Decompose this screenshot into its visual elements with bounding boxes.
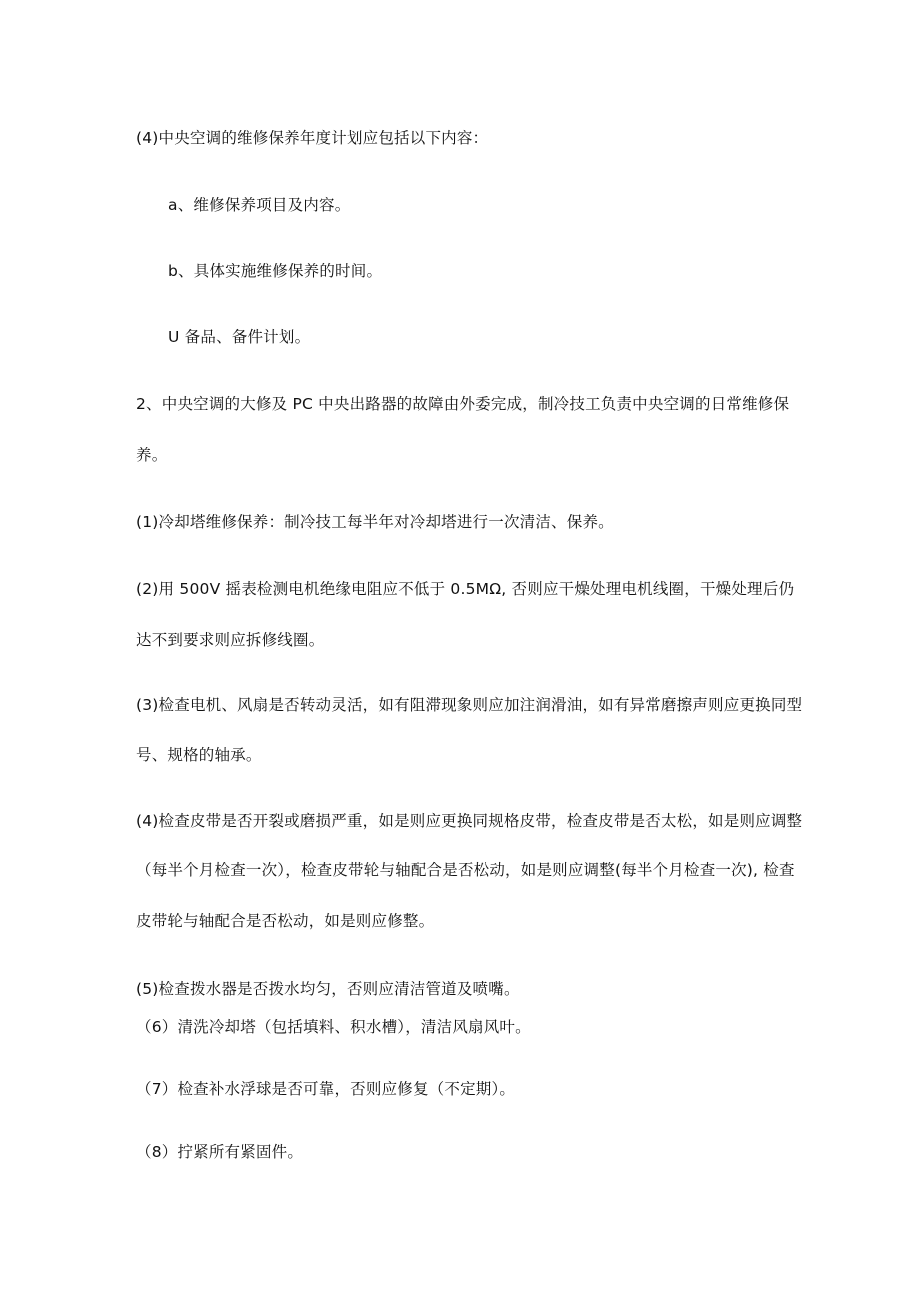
- item4-line1: (4)检查皮带是否开裂或磨损严重，如是则应更换同规格皮带，检查皮带是否太松，如是则应调整: [136, 812, 803, 830]
- item4-line3: 皮带轮与轴配合是否松动，如是则应修整。: [136, 912, 435, 930]
- item2-line1: (2)用 500V 摇表检测电机绝缘电阻应不低于 0.5MΩ, 否则应干燥处理电机线圈，干燥处理后仍: [136, 580, 795, 598]
- item7-paragraph: （7）检查补水浮球是否可靠，否则应修复（不定期）。: [136, 1080, 516, 1098]
- item4-sub-a: a、维修保养项目及内容。: [168, 196, 351, 214]
- section2-line2: 养。: [136, 446, 168, 464]
- item5-paragraph: (5)检查拨水器是否拨水均匀，否则应清洁管道及喷嘴。: [136, 980, 520, 998]
- item3-line1: (3)检查电机、风扇是否转动灵活，如有阻滞现象则应加注润滑油，如有异常磨擦声则应更换同型: [136, 696, 803, 714]
- item6-paragraph: （6）清洗冷却塔（包括填料、积水槽），清洁风扇风叶。: [136, 1018, 531, 1036]
- item3-line2: 号、规格的轴承。: [136, 746, 262, 764]
- item8-paragraph: （8）拧紧所有紧固件。: [136, 1143, 304, 1161]
- item4-sub-b: b、具体实施维修保养的时间。: [168, 262, 383, 280]
- item4-heading: (4)中央空调的维修保养年度计划应包括以下内容：: [136, 129, 489, 147]
- section2-line1: 2、中央空调的大修及 PC 中央出路器的故障由外委完成，制冷技工负责中央空调的日常维修保: [136, 395, 790, 413]
- item4-line2: （每半个月检查一次），检查皮带轮与轴配合是否松动，如是则应调整(每半个月检查一次), 检查: [136, 861, 795, 879]
- item1-paragraph: (1)冷却塔维修保养：制冷技工每半年对冷却塔进行一次清洁、保养。: [136, 513, 614, 531]
- item2-line2: 达不到要求则应拆修线圈。: [136, 631, 325, 649]
- item4-sub-c: U 备品、备件计划。: [168, 328, 311, 346]
